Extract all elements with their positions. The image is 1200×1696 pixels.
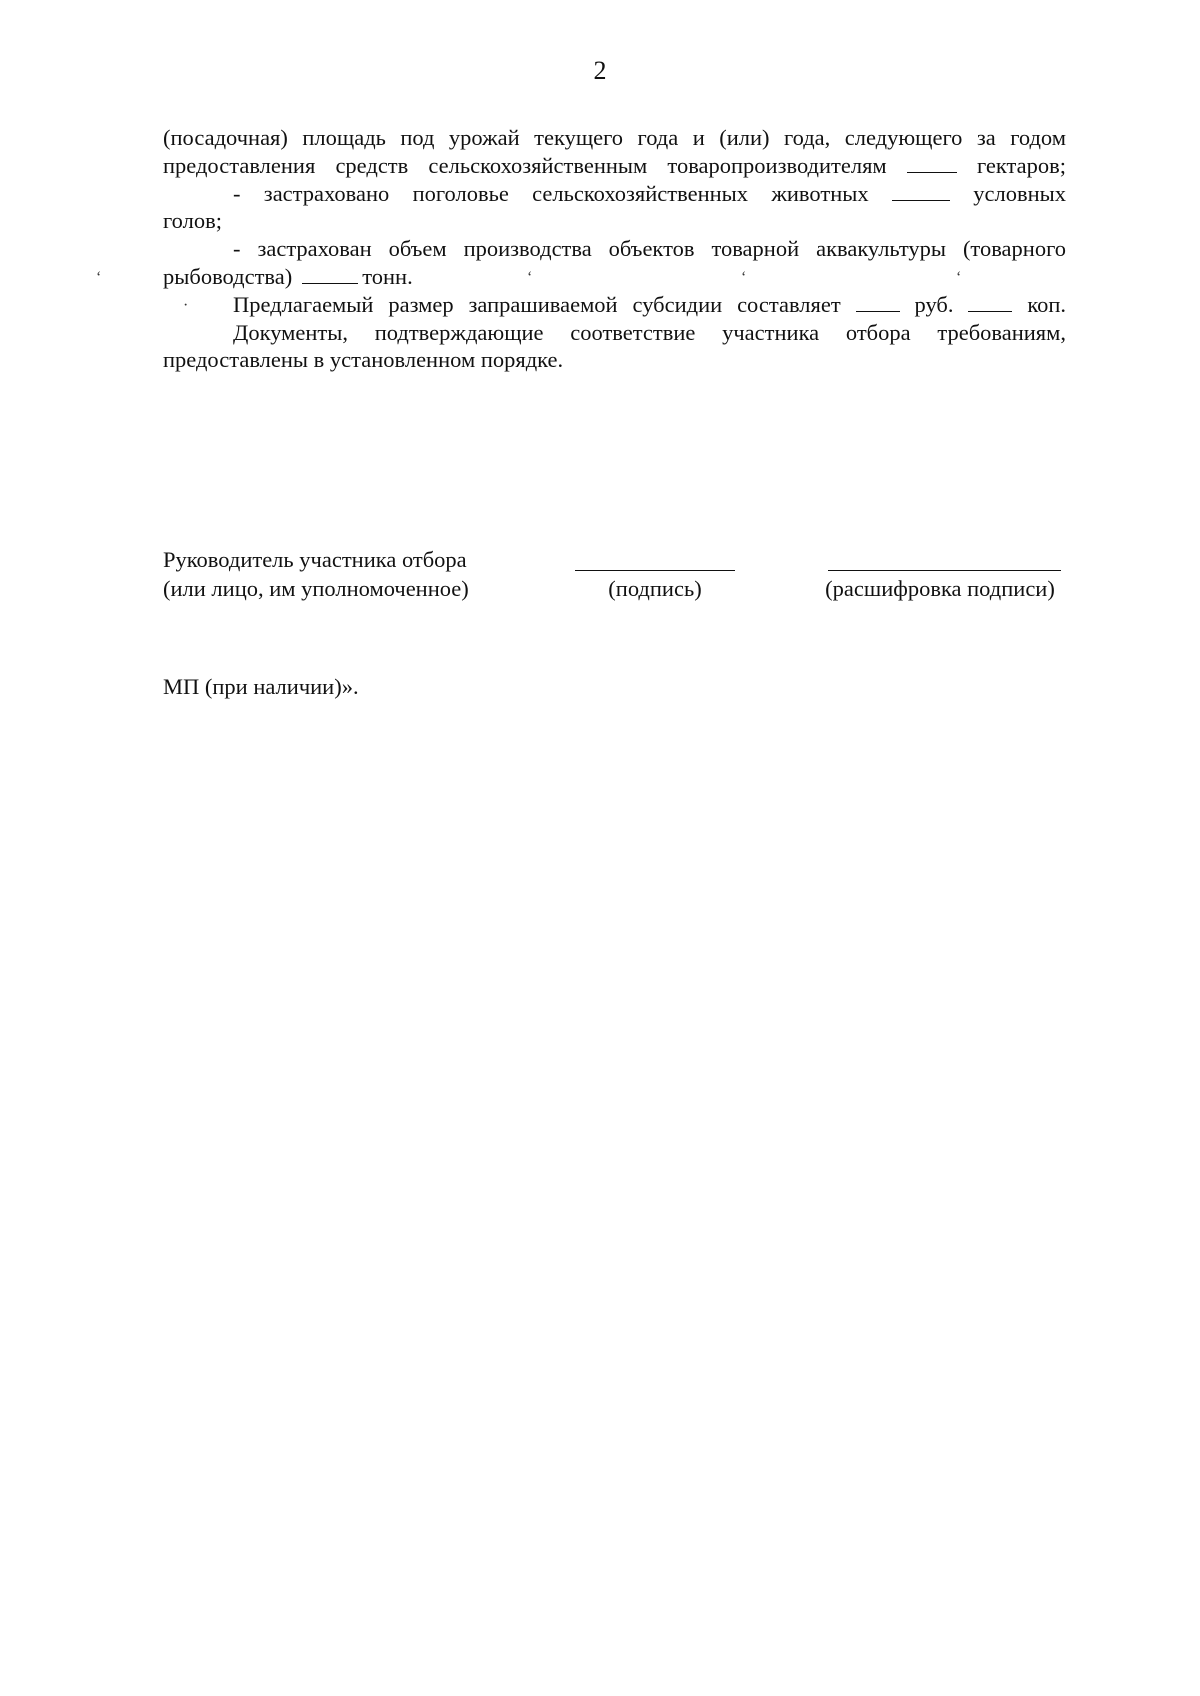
document-body (163, 124, 1066, 374)
hectares-blank (907, 152, 957, 173)
page-number: 2 (593, 56, 607, 85)
hectares-unit: гектаров; (977, 152, 1067, 178)
rubles-blank (856, 291, 900, 312)
paragraph-line (163, 152, 1066, 180)
paragraph-line (163, 346, 1066, 374)
stamp-label: МП (при наличии)». (163, 674, 359, 699)
livestock-text: - застраховано поголовье сельскохозяйственных животных (233, 180, 869, 206)
signature-decoding-caption: (расшифровка подписи) (825, 576, 1055, 601)
tonnes-blank (302, 263, 358, 284)
rubles-unit: руб. (914, 291, 954, 317)
signatory-role-line-1: Руководитель участника отбора (163, 547, 467, 572)
signatory-role-line-2: (или лицо, им уполномоченное) (163, 576, 469, 601)
livestock-blank (892, 180, 950, 201)
paragraph-line (163, 124, 1066, 152)
signature-caption: (подпись) (608, 576, 702, 601)
paragraph-line (163, 180, 1066, 208)
signatory-role (163, 545, 503, 603)
paragraph-line (163, 235, 1066, 263)
scan-speck: ‘ (956, 269, 962, 286)
scan-speck: · (183, 297, 189, 314)
aquaculture-text-line-2: рыбоводства) (163, 263, 293, 289)
scan-speck: ‘ (527, 269, 533, 286)
documents-text-line-2: предоставлены в установленном порядке. (163, 347, 564, 373)
paragraph-line (163, 291, 1066, 319)
kopecks-unit: коп. (1027, 291, 1067, 317)
tonnes-unit: тонн. (362, 263, 413, 289)
area-text-line-2: предоставления средств сельскохозяйственным товаропроизводителям (163, 152, 887, 178)
paragraph-line (163, 319, 1066, 347)
kopecks-blank (968, 291, 1012, 312)
livestock-unit: условных (973, 180, 1067, 206)
area-text-line-1: (посадочная) площадь под урожай текущего года и (или) года, следующего за годом (163, 125, 1066, 150)
subsidy-text: Предлагаемый размер запрашиваемой субсидии составляет (233, 291, 841, 317)
scan-speck: ‘ (96, 269, 102, 286)
signature-line (575, 570, 735, 571)
livestock-unit-continued: голов; (163, 208, 222, 234)
signature-decoding-line (828, 570, 1061, 571)
scan-speck: ‘ (741, 269, 747, 286)
paragraph-line (163, 263, 1066, 291)
documents-text-line-1: Документы, подтверждающие соответствие участника отбора требованиям, (233, 319, 1066, 345)
paragraph-line (163, 207, 1066, 235)
aquaculture-text-line-1: - застрахован объем производства объектов товарной аквакультуры (товарного (233, 236, 1066, 262)
